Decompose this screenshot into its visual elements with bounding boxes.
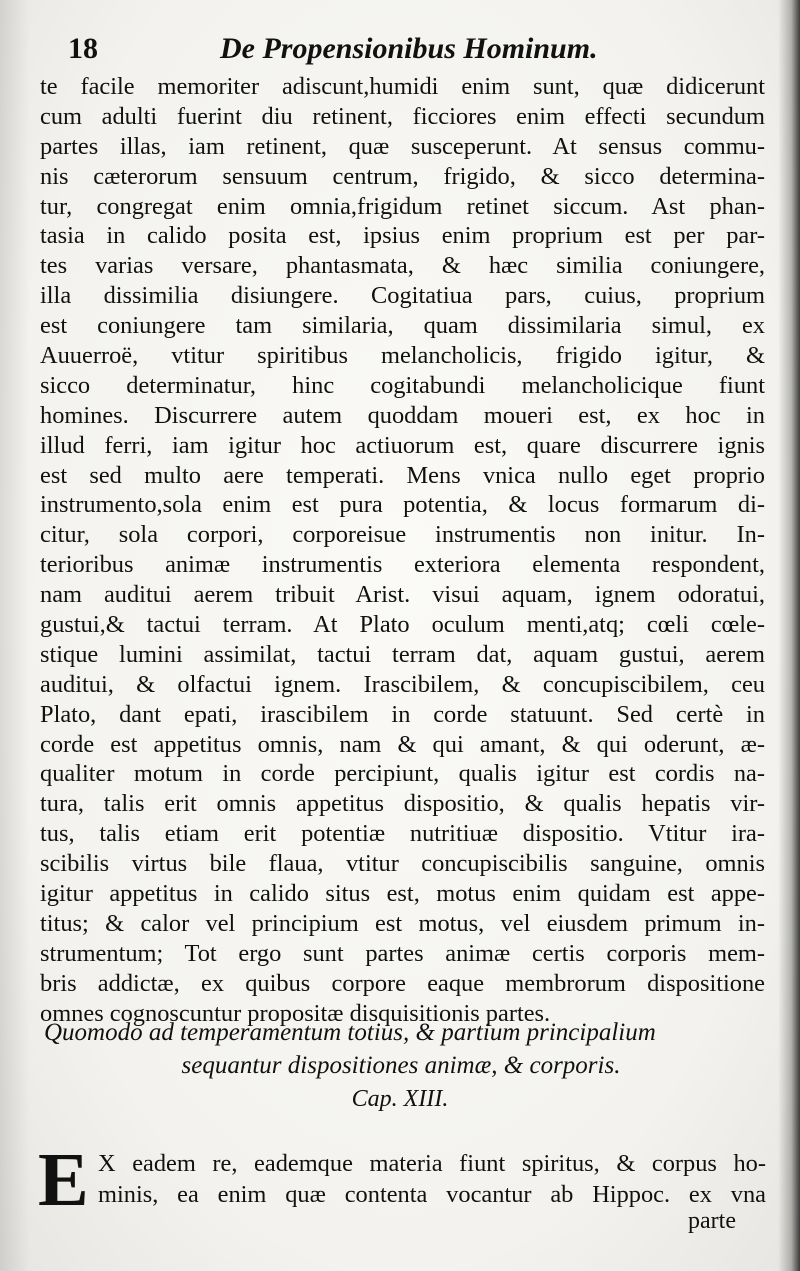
chapter-number: Cap. XIII. xyxy=(351,1086,449,1112)
page-edge-shadow xyxy=(778,0,800,1271)
drop-cap: E xyxy=(38,1138,89,1222)
text-line: Auuerroë, vtitur spiritibus melancholicis, frigido igitur, & xyxy=(40,342,765,370)
chapter-title xyxy=(36,1016,766,1082)
text-line: tus, talis etiam erit potentiæ nutritiuæ dispositio. Vtitur ira- xyxy=(40,820,765,848)
text-line: stique lumini assimilat, tactui terram dat, aquam gustui, aerem xyxy=(40,640,765,668)
text-line: nis cæterorum sensuum centrum, frigido, & sicco determina- xyxy=(40,162,765,190)
running-title: De Propensionibus Hominum. xyxy=(220,32,598,65)
text-line: homines. Discurrere autem quoddam moueri est, ex hoc in xyxy=(40,401,765,429)
text-line: cum adulti fuerint diu retinent, ficciores enim effecti secundum xyxy=(40,102,765,130)
text-line: minis, ea enim quæ contenta vocantur ab Hippoc. ex vna xyxy=(98,1181,766,1208)
text-line: tasia in calido posita est, ipsius enim proprium est per par- xyxy=(40,222,765,250)
text-line: tur, congregat enim omnia,frigidum retinet siccum. Ast phan- xyxy=(40,192,765,220)
body-text xyxy=(40,72,765,1029)
text-line: illud ferri, iam igitur hoc actiuorum est, quare discurrere ignis xyxy=(40,431,765,459)
text-line: strumentum; Tot ergo sunt partes animæ certis corporis mem- xyxy=(40,939,765,967)
text-line: citur, sola corpori, corporeisue instrumentis non initur. In- xyxy=(40,521,765,549)
page-gutter-shadow xyxy=(0,0,30,1271)
text-line: nam auditui aerem tribuit Arist. visui aquam, ignem odoratui, xyxy=(40,581,765,609)
text-line: X eadem re, eademque materia fiunt spiritus, & corpus ho- xyxy=(98,1150,766,1177)
text-line: terioribus animæ instrumentis exteriora elementa respondent, xyxy=(40,551,765,579)
catchword: parte xyxy=(688,1208,736,1234)
text-line: titus; & calor vel principium est motus, vel eiusdem primum in- xyxy=(40,909,765,937)
text-line: gustui,& tactui terram. At Plato oculum menti,atq; cœli cœle- xyxy=(40,611,765,639)
text-line: omnes cognoscuntur propositæ disquisitionis partes. xyxy=(40,999,551,1027)
text-line: instrumento,sola enim est pura potentia, & locus formarum di- xyxy=(40,491,765,519)
chapter-title-line: sequantur dispositiones animæ, & corporis. xyxy=(181,1052,621,1079)
text-line: tes varias versare, phantasmata, & hæc similia coniungere, xyxy=(40,252,765,280)
text-line: tura, talis erit omnis appetitus dispositio, & qualis hepatis vir- xyxy=(40,790,765,818)
chapter-title-line: Quomodo ad temperamentum totius, & partium principalium xyxy=(44,1019,656,1046)
page-number: 18 xyxy=(68,32,98,65)
text-line: sicco determinatur, hinc cogitabundi melancholicique fiunt xyxy=(40,371,765,399)
text-line: partes illas, iam retinent, quæ susceperunt. At sensus commu- xyxy=(40,132,765,160)
text-line: auditui, & olfactui ignem. Irascibilem, & concupiscibilem, ceu xyxy=(40,670,765,698)
text-line: bris addictæ, ex quibus corpore eaque membrorum dispositione xyxy=(40,969,765,997)
text-line: illa dissimilia disiungere. Cogitatiua pars, cuius, proprium xyxy=(40,282,765,310)
text-line: scibilis virtus bile flaua, vtitur concupiscibilis sanguine, omnis xyxy=(40,850,765,878)
text-line: Plato, dant epati, irascibilem in corde statuunt. Sed certè in xyxy=(40,700,765,728)
text-line: igitur appetitus in calido situs est, motus enim quidam est appe- xyxy=(40,880,765,908)
page-header xyxy=(60,32,740,72)
text-line: est sed multo aere temperati. Mens vnica nullo eget proprio xyxy=(40,461,765,489)
text-line: corde est appetitus omnis, nam & qui amant, & qui oderunt, æ- xyxy=(40,730,765,758)
text-line: est coniungere tam similaria, quam dissimilaria simul, ex xyxy=(40,312,765,340)
text-line: te facile memoriter adiscunt,humidi enim sunt, quæ didicerunt xyxy=(40,73,765,100)
text-line: qualiter motum in corde percipiunt, qualis igitur est cordis na- xyxy=(40,760,765,788)
